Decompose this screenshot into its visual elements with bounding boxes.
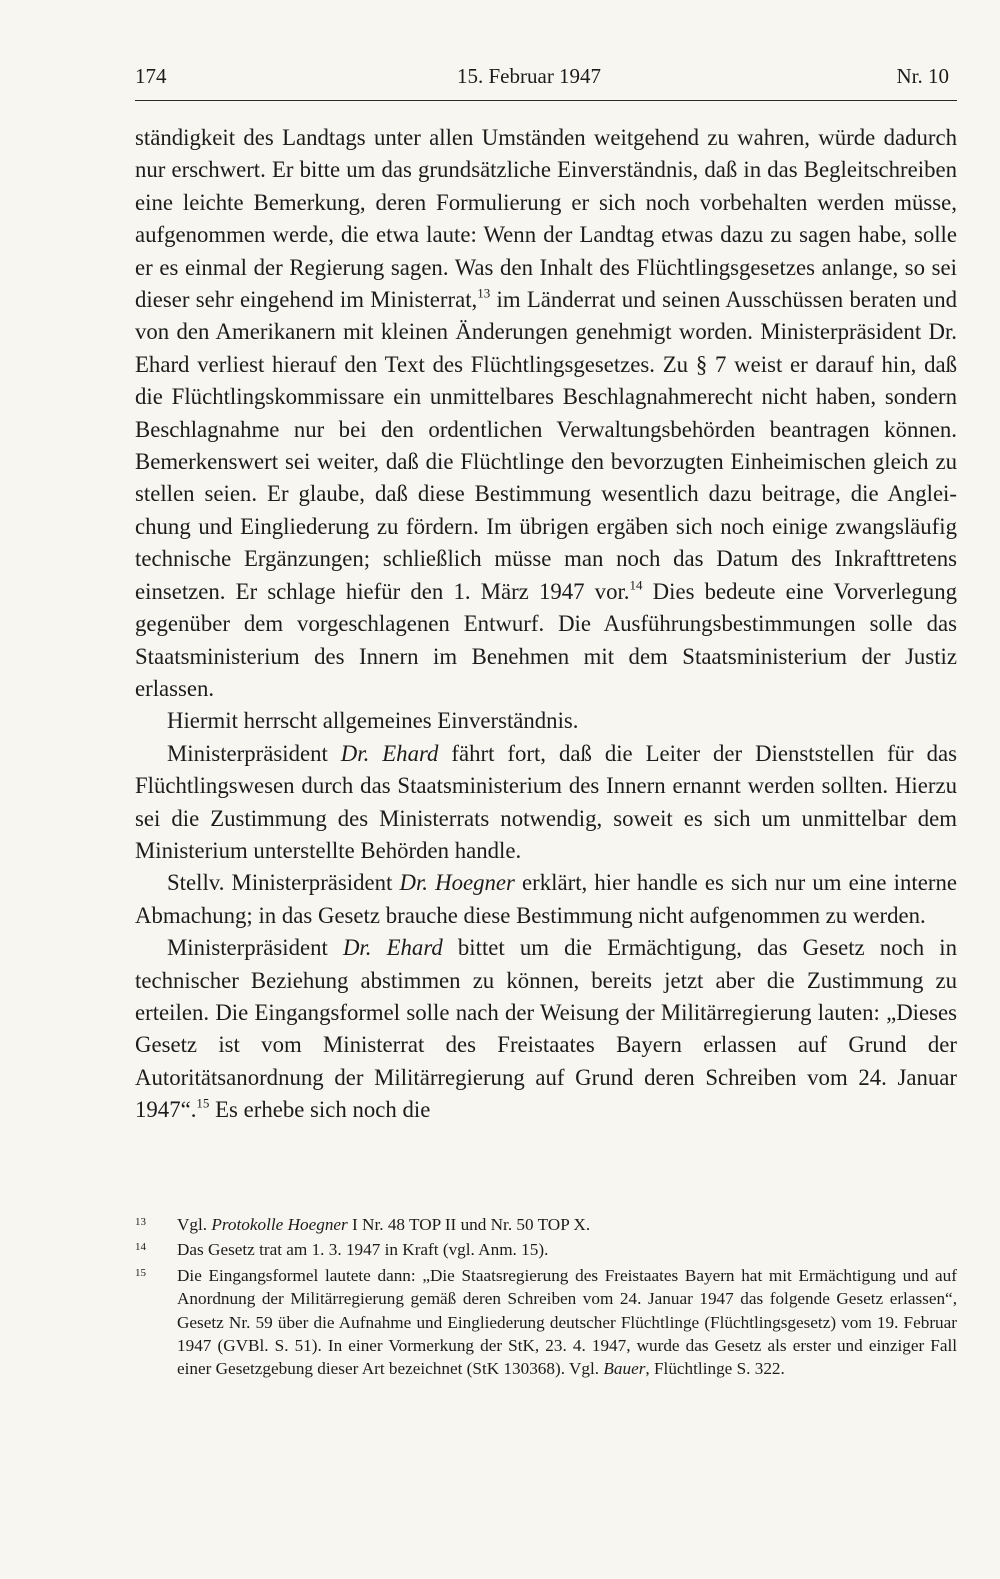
paragraph-4	[135, 867, 957, 932]
paragraph-4-text-b: erklärt, hier handle es sich nur um eine interne Abmachung; in das Gesetz brauche diese Bestimmung nicht aufgenommen zu werden.	[135, 870, 957, 928]
footnote-citation: Bauer	[603, 1359, 646, 1379]
paragraph-5	[135, 932, 957, 1126]
paragraph-4-text-a: Stellv. Ministerpräsident	[167, 870, 400, 896]
speaker-name: Dr. Ehard	[342, 935, 443, 961]
page-number: 174	[135, 64, 167, 88]
body-text	[135, 122, 957, 1127]
paragraph-1	[135, 122, 957, 705]
running-header	[135, 60, 957, 101]
paragraph-3	[135, 738, 957, 868]
footnote-15	[135, 1264, 957, 1381]
paragraph-2: Hiermit herrscht allgemeines Einverständnis.	[167, 708, 579, 734]
footnote-text: I Nr. 48 TOP II und Nr. 50 TOP X.	[347, 1215, 591, 1234]
paragraph-3-text-a: Ministerpräsident	[167, 740, 341, 766]
footnote-text: Das Gesetz trat am 1. 3. 1947 in Kraft (vgl. Anm. 15).	[177, 1240, 549, 1260]
footnote-text: Die Eingangsformel lautete dann: „Die Staatsregierung des Freistaates Bayern hat mit Ermächtigung und auf Anordnung der Militärregierung gemäß deren Schreiben vom 24. Januar 1947 das folgende Gesetz erlassen“, Gesetz Nr. 59 über die Aufnahme und Eingliederung deutscher Flüchtlinge (Flüchtlingsgesetz) vom 19. Februar 1947 (GVBl. S. 51). In einer Vormerkung der StK, 23. 4. 1947, wurde das Gesetz als erster und einziger Fall einer Gesetzgebung dieser Art bezeichnet (StK 130368). Vgl.	[177, 1265, 957, 1379]
paragraph-1-text-b: im Länderrat und seinen Ausschüssen beraten und von den Amerikanern mit kleinen Änderungen genehmigt worden. Ministerpräsident Dr. Ehard verliest hierauf den Text des Flüchtlingsgesetzes. Zu § 7 weist er darauf hin, daß die Flüchtlingskommissare ein unmittelbares Beschlagnahmerecht nicht haben, sondern Beschlagnahme nur bei den ordentlichen Verwaltungsbehörden beantragen können. Bemerkenswert sei weiter, daß die Flüchtlinge den bevorzugten Einheimischen gleich zu stellen seien. Er glaube, daß diese Bestimmung wesentlich dazu beitrage, die Angleichung und Eingliederung zu fördern. Im übrigen ergäben sich noch einige zwangsläufig technische Ergänzungen; schließlich müsse man noch das Datum des Inkrafttretens einsetzen. Er schlage hiefür den 1. März 1947 vor.	[135, 287, 957, 604]
footnote-text: , Flüchtlinge S. 322.	[645, 1359, 785, 1379]
footnote-14	[135, 1238, 957, 1261]
footnote-ref-15[interactable]: 15	[196, 1095, 210, 1111]
document-number: Nr. 10	[896, 64, 949, 88]
paragraph-1-text-c: Dies bedeute eine Vorverlegung gegenüber dem vorgeschlagenen Entwurf. Die Ausführungsbestimmungen solle das Staatsministerium des Innern im Benehmen mit dem Staatsministerium der Justiz erlassen.	[135, 578, 957, 701]
paragraph-5-text-b: bittet um die Ermächtigung, das Gesetz noch in technischer Beziehung abstimmen zu können, bereits jetzt aber die Zustimmung zu erteilen. Die Eingangsformel solle nach der Weisung der Militärregierung lauten: „Dieses Gesetz ist vom Ministerrat des Freistaates Bayern erlassen auf Grund der Autoritätsanordnung der Militärregierung auf Grund deren Schreiben vom 24. Januar 1947“.	[135, 935, 957, 1123]
footnote-number: 15	[135, 1266, 146, 1279]
footnotes	[135, 1213, 957, 1383]
footnote-13	[135, 1213, 957, 1236]
speaker-name: Dr. Ehard	[340, 740, 439, 766]
footnote-number: 13	[135, 1216, 146, 1228]
footnote-number: 14	[135, 1241, 146, 1254]
footnote-ref-13[interactable]: 13	[477, 285, 491, 301]
footnote-ref-14[interactable]: 14	[629, 576, 643, 592]
paragraph-3-text-b: fährt fort, daß die Leiter der Dienststellen für das Flüchtlingswesen durch das Staatsministerium des Innern ernannt werden sollten. Hierzu sei die Zustimmung des Ministerrats notwendig, soweit es sich um unmittelbar dem Ministerium unterstellte Behörden handle.	[135, 740, 958, 863]
footnote-text: Vgl.	[177, 1215, 212, 1234]
paragraph-5-text-c: Es erhebe sich noch die	[209, 1097, 431, 1123]
paragraph-1-text-a: ständigkeit des Landtags unter allen Umständen weitgehend zu wahren, würde dadurch nur erschwert. Er bitte um das grundsätzliche Einverständnis, daß in das Begleitschreiben eine leichte Bemerkung, deren Formulierung er sich noch vorbehalten werden müsse, aufgenommen werde, die etwa laute: Wenn der Landtag etwas dazu zu sagen habe, solle er es einmal der Regierung sagen. Was den Inhalt des Flüchtlingsgesetzes anlange, so sei dieser sehr eingehend im Ministerrat,	[135, 125, 957, 313]
speaker-name: Dr. Hoegner	[399, 870, 515, 896]
footnote-citation: Protokolle Hoegner	[211, 1215, 348, 1234]
header-date: 15. Februar 1947	[457, 64, 602, 88]
paragraph-5-text-a: Ministerpräsident	[167, 935, 343, 961]
